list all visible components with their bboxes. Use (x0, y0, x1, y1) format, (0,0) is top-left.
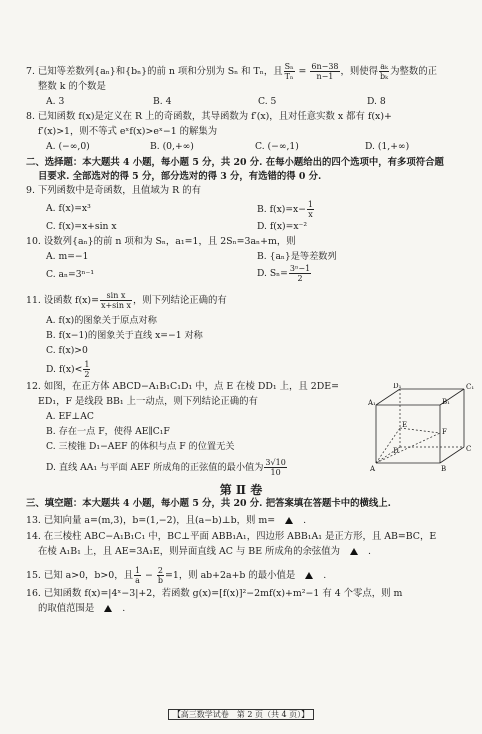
q10-option-a: A. m=−1 (46, 251, 89, 262)
q7-frac3-den: bₖ (380, 72, 389, 81)
q7-eq: = (295, 66, 310, 77)
q12-option-d (46, 458, 288, 477)
q8-option-b: B. (0,+∞) (150, 141, 194, 152)
q7-frac3-num: aₖ (380, 62, 388, 71)
q8-option-d: D. (1,+∞) (365, 141, 410, 152)
q14-line1: 14. 在三棱柱 ABC−A₁B₁C₁ 中，BC⊥平面 ABB₁A₁，四边形 ABB₁A₁ 是正方形，且 AB=BC，E (26, 531, 437, 542)
q10-option-d (257, 264, 312, 283)
q12-line1: 12. 如图，在正方体 ABCD−A₁B₁C₁D₁ 中，点 E 在棱 DD₁ 上，且 2DE= (26, 381, 339, 392)
q15-frac2 (157, 566, 164, 585)
q12-option-c: C. 三棱锥 D₁−AEF 的体积与点 F 的位置无关 (46, 441, 235, 452)
q7-text-c: 为整数的正 (390, 66, 437, 77)
q15-frac1-num: 1 (134, 566, 141, 575)
q7-text-a: 7. 已知等差数列{aₙ}和{bₙ}的前 n 项和分别为 Sₙ 和 Tₙ，且 (26, 66, 283, 77)
answer-blank-triangle-icon (285, 517, 293, 524)
q13-text: 13. 已知向量 a=(m,3)，b=(1,−2)，且(a−b)⊥b，则 m= (26, 515, 276, 526)
q9-option-b-num: 1 (307, 200, 314, 209)
q11-option-d-num: 1 (84, 360, 90, 369)
footer-text: 【高三数学试卷 第 2 页（共 4 页）】 (168, 709, 314, 720)
q15-line: 15. 已知 a>0，b>0，且 $\frac{1}{a}$ − $\frac{2}{b}$ =1，则 ab+2a+b 的最小值是 . (26, 566, 327, 585)
q10-option-b: B. {aₙ}是等差数列 (257, 251, 337, 262)
label-c1: C₁ (466, 383, 475, 391)
label-e: E (402, 421, 408, 429)
q7-option-d: D. 8 (367, 96, 386, 107)
q15-text-post: =1，则 ab+2a+b 的最小值是 (165, 570, 296, 581)
q9-option-b-den: x (308, 210, 313, 219)
q12-option-a: A. EF⊥AC (46, 411, 94, 422)
q9-option-d: D. f(x)=x⁻² (257, 221, 308, 232)
q10-option-c: C. aₙ=3ⁿ⁻¹ (46, 269, 95, 280)
q15-frac2-den: b (157, 576, 164, 585)
q15-minus: − (142, 570, 156, 581)
q10-option-d-den: 2 (297, 274, 303, 283)
q7-line2: 整数 k 的个数是 (38, 81, 106, 92)
q15-frac1-den: a (135, 576, 140, 585)
q9-option-b (257, 200, 315, 219)
label-b: B (441, 465, 447, 471)
q11-option-d-den: 2 (84, 370, 90, 379)
q13-line: 13. 已知向量 a=(m,3)，b=(1,−2)，且(a−b)⊥b，则 m= . (26, 515, 307, 526)
part2-header-line2: 目要求. 全部选对的得 5 分，部分选对的得 3 分，有选错的得 0 分. (38, 171, 322, 182)
label-b1: B₁ (442, 398, 450, 406)
q14-text: 在棱 A₁B₁ 上，且 AE=3A₁E，则异面直线 AC 与 BE 所成角的余弦值为 (38, 546, 341, 557)
q7-option-b: B. 4 (153, 96, 172, 107)
q12-line2: ED₁，F 是线段 BB₁ 上一动点，则下列结论正确的有 (38, 396, 258, 407)
q11-stem-frac (100, 291, 132, 310)
answer-blank-triangle-icon (350, 548, 358, 555)
q8-line1: 8. 已知函数 f(x)是定义在 R 上的奇函数，其导函数为 f′(x)，且对任意实数 x 都有 f(x)+ (26, 111, 392, 122)
label-a: A (370, 465, 376, 471)
q16-line2: 的取值范围是 . (38, 603, 126, 614)
q11-option-b: B. f(x−1)的图象关于直线 x=−1 对称 (46, 330, 203, 341)
part3-header: 三、填空题：本大题共 4 小题，每小题 5 分，共 20 分. 把答案填在答题卡中的横线上. (26, 498, 391, 509)
part2-header-line1: 二、选择题：本大题共 4 小题，每小题 5 分，共 20 分. 在每小题给出的四个选项中，有多项符合题 (26, 157, 444, 168)
answer-blank-triangle-icon (305, 572, 313, 579)
segment-af (376, 433, 440, 463)
q12-option-d-text: D. 直线 AA₁ 与平面 AEF 所成角的正弦值的最小值为 (46, 462, 264, 473)
q15-text-pre: 15. 已知 a>0，b>0，且 (26, 570, 133, 581)
q9-option-b-frac (307, 200, 314, 219)
q11-stem-text: 11. 设函数 f(x)= (26, 295, 99, 306)
q9-option-b-text: B. f(x)=x− (257, 204, 306, 215)
label-a1: A₁ (368, 399, 376, 407)
page-footer (0, 709, 482, 720)
q7-option-a: A. 3 (46, 96, 65, 107)
q11-stem-post: ，则下列结论正确的有 (133, 295, 227, 306)
q11-stem (26, 291, 227, 310)
q11-option-a: A. f(x)的图象关于原点对称 (46, 315, 157, 326)
label-d: D (393, 447, 399, 455)
cube-figure (368, 383, 476, 471)
q7-frac2-den: n−1 (316, 72, 334, 81)
q11-option-c: C. f(x)>0 (46, 345, 88, 356)
edge-bc (440, 447, 464, 463)
q10-stem: 10. 设数列{aₙ}的前 n 项和为 Sₙ，a₁=1，且 2Sₙ=3aₙ+m，则 (26, 236, 296, 247)
q7-option-c: C. 5 (258, 96, 277, 107)
q8-option-a: A. (−∞,0) (46, 141, 90, 152)
q11-stem-num: sin x (100, 291, 132, 301)
q11-stem-den: x+sin x (100, 301, 132, 310)
label-d1: D₁ (393, 383, 402, 390)
q9-option-a: A. f(x)=x³ (46, 203, 91, 214)
q10-option-d-num: 3ⁿ−1 (289, 264, 311, 273)
q11-option-d (46, 360, 91, 379)
q8-option-c: C. (−∞,1) (255, 141, 299, 152)
q7-frac1 (284, 62, 295, 81)
section-2-title: 第 Ⅱ 卷 (219, 483, 263, 497)
q7-frac1-den: Tₙ (284, 72, 294, 81)
q7-frac1-num: Sₙ (284, 62, 294, 71)
answer-blank-triangle-icon (104, 605, 112, 612)
q16-text: 的取值范围是 (38, 603, 95, 614)
q16-line1: 16. 已知函数 f(x)=|4ˣ−3|+2，若函数 g(x)=[f(x)]²−2mf(x)+m²−1 有 4 个零点，则 m (26, 588, 403, 599)
q8-line2: f′(x)>1，则不等式 eˣf(x)>eˣ−1 的解集为 (38, 126, 218, 137)
q14-line2: 在棱 A₁B₁ 上，且 AE=3A₁E，则异面直线 AC 与 BE 所成角的余弦值为 . (38, 546, 372, 557)
q12-option-d-num: 3√10 (265, 458, 286, 467)
q9-option-c: C. f(x)=x+sin x (46, 221, 117, 232)
edge-a1d1 (376, 389, 400, 405)
q7-frac3 (379, 62, 389, 81)
q15-frac2-num: 2 (157, 566, 164, 575)
q15-frac1 (134, 566, 141, 585)
q7-text-b: ，则使得 (340, 66, 379, 77)
q12-option-b: B. 存在一点 F，使得 AE∥C₁F (46, 426, 170, 437)
q7-line1 (26, 62, 437, 81)
q7-frac2-num: 6n−38 (311, 62, 339, 71)
q7-frac2 (310, 62, 339, 81)
label-f: F (442, 428, 447, 436)
q11-option-d-text: D. f(x)< (46, 364, 83, 375)
q10-option-d-text: D. Sₙ= (257, 268, 288, 279)
q12-option-d-frac (264, 458, 286, 477)
q11-option-d-frac (83, 360, 90, 379)
q9-stem: 9. 下列函数中是奇函数，且值域为 R 的有 (26, 185, 201, 196)
label-c: C (466, 445, 472, 453)
q12-option-d-den: 10 (270, 468, 281, 477)
q10-option-d-frac (289, 264, 311, 283)
